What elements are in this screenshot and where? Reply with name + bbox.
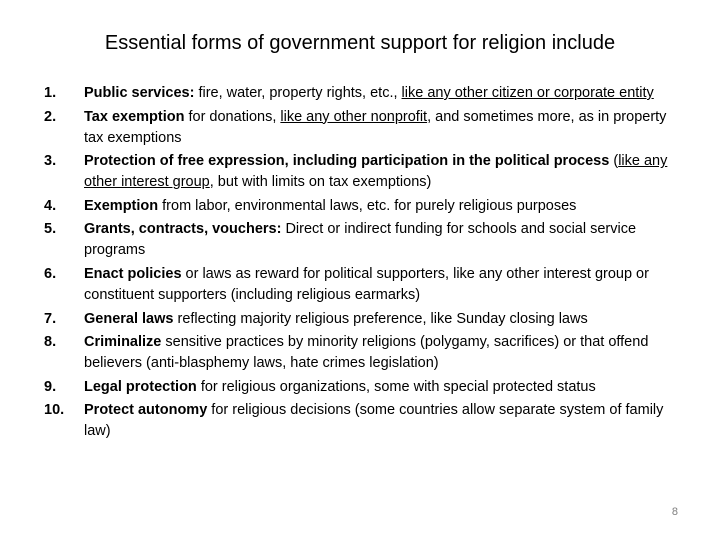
item-text [84,400,684,442]
item-text [84,83,684,104]
item-text-2: , but with limits on tax exemptions) [209,174,432,191]
item-text [84,107,684,149]
item-number: 6. [44,265,57,282]
list-item [44,400,684,442]
item-bold: Protection of free expression, including participation in the political process [84,153,610,170]
item-text [84,219,684,261]
item-underlined: like any other interest group [84,153,668,191]
item-bold: General laws [84,310,174,327]
item-number: 1. [44,85,57,101]
list-item [44,264,684,306]
item-text-2: , and sometimes more, as in property tax exemptions [84,108,667,146]
list-item [44,107,684,149]
list-item [44,196,684,217]
item-bold: Protect autonomy [84,402,208,419]
item-number: 7. [44,310,57,327]
item-text [84,377,684,398]
item-bold: Legal protection [84,378,197,395]
item-underlined: like any other nonprofit [280,108,428,125]
item-bold: Criminalize [84,334,162,351]
list-item [44,83,684,104]
item-number: 8. [44,334,57,351]
item-text-1: ( [609,153,619,170]
support-list [44,83,684,445]
item-bold: Grants, contracts, vouchers: [84,221,282,238]
item-bold: Tax exemption [84,108,185,125]
item-text-1: from labor, environmental laws, etc. for purely religious purposes [158,197,577,214]
item-bold: Public services: [84,85,195,101]
item-number: 10. [44,402,65,419]
list-item [44,377,684,398]
item-text [84,332,684,374]
item-number: 2. [44,108,57,125]
item-text-1: sensitive practices by minority religions (polygamy, sacrifices) or that offend believers (anti-blasphemy laws, hate crimes legislation) [84,334,649,372]
page-number: 8 [671,506,678,518]
item-text [84,264,684,306]
item-text [84,196,684,217]
slide-title: Essential forms of government support for religion include [104,32,616,54]
item-text-1: Direct or indirect funding for schools and social service programs [84,221,637,259]
item-underlined: like any other citizen or corporate entity [401,85,654,101]
list-item [44,332,684,374]
list-item [44,151,684,193]
item-text-1: for religious organizations, some with special protected status [196,378,596,395]
list-item [44,309,684,330]
item-text-1: for donations, [184,108,281,125]
item-text-1: fire, water, property rights, etc., [194,85,402,101]
item-bold: Exemption [84,197,159,214]
item-text-1: for religious decisions (some countries allow separate system of family law) [84,402,664,440]
item-number: 3. [44,153,57,170]
item-text [84,151,684,193]
item-text [84,309,684,330]
item-number: 9. [44,378,57,395]
item-text-1: reflecting majority religious preference, like Sunday closing laws [173,310,588,327]
item-bold: Enact policies [84,265,182,282]
list-item [44,219,684,261]
item-number: 5. [44,221,57,238]
item-text-1: or laws as reward for political supporters, like any other interest group or constituent supporters (including religious earmarks) [84,265,649,303]
item-number: 4. [44,197,57,214]
